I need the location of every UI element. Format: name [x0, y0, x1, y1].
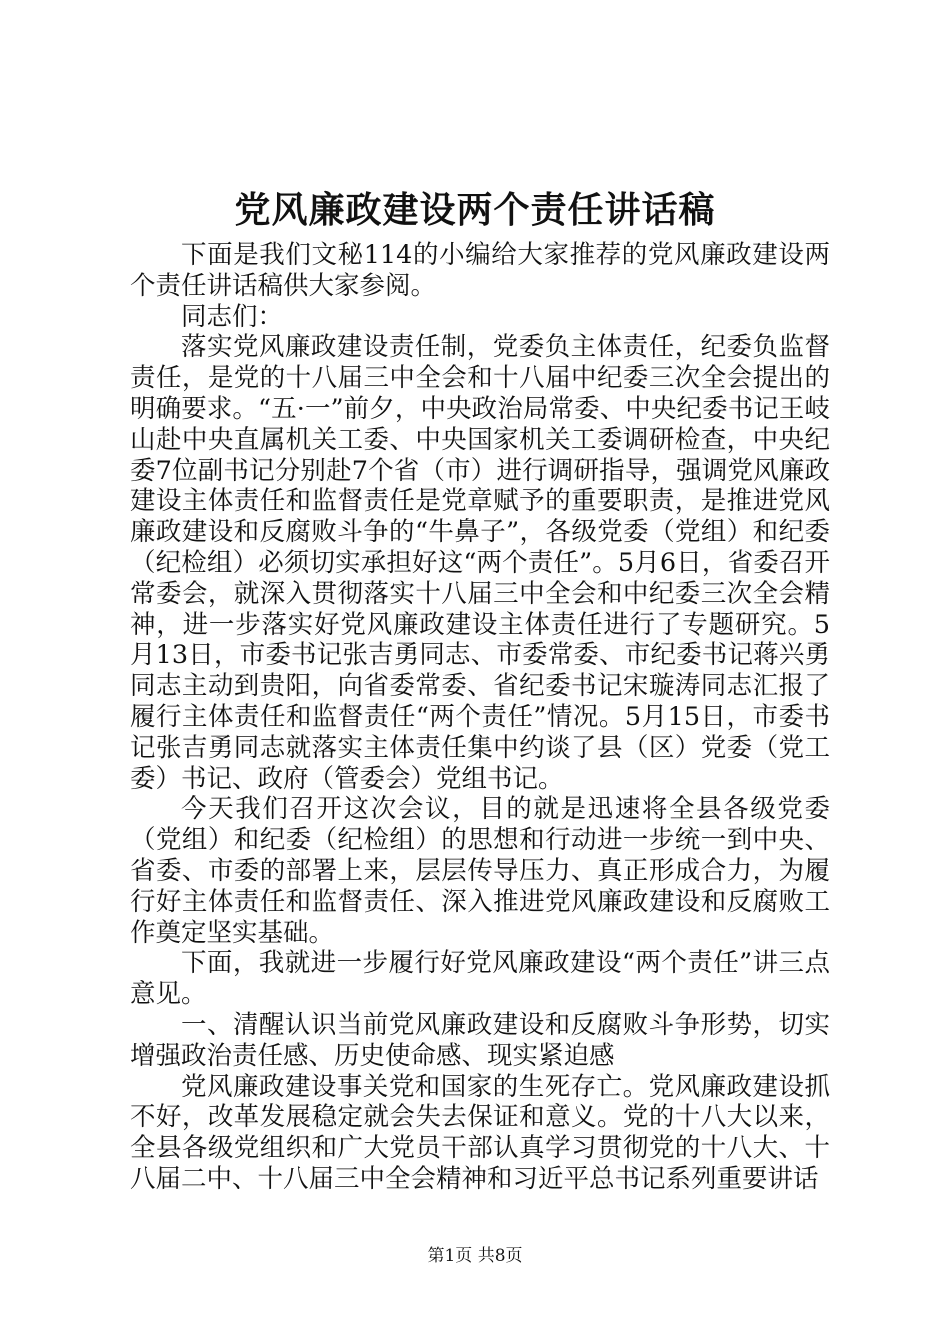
paragraph-purpose: 今天我们召开这次会议，目的就是迅速将全县各级党委（党组）和纪委（纪检组）的思想和行动进一步统一到中央、省委、市委的部署上来，层层传导压力、真正形成合力，为履行好主体责任和监督责任、深入推进党风廉政建设和反腐败工作奠定坚实基础。	[130, 794, 830, 948]
paragraph-outline: 下面，我就进一步履行好党风廉政建设“两个责任”讲三点意见。	[130, 948, 830, 1010]
paragraph-intro: 下面是我们文秘114的小编给大家推荐的党风廉政建设两个责任讲话稿供大家参阅。	[130, 240, 830, 301]
page-number-footer: 第1页 共8页	[427, 1246, 523, 1266]
document-body	[130, 240, 830, 1195]
paragraph-background: 落实党风廉政建设责任制，党委负主体责任，纪委负监督责任，是党的十八届三中全会和十八届中纪委三次全会提出的明确要求。“五·一”前夕，中央政治局常委、中央纪委书记王岐山赴中央直属机关工委、中央国家机关工委调研检查，中央纪委7位副书记分别赴7个省（市）进行调研指导，强调党风廉政建设主体责任和监督责任是党章赋予的重要职责，是推进党风廉政建设和反腐败斗争的“牛鼻子”，各级党委（党组）和纪委（纪检组）必须切实承担好这“两个责任”。5月6日，省委召开常委会，就深入贯彻落实十八届三中全会和中纪委三次全会精神，进一步落实好党风廉政建设主体责任进行了专题研究。5月13日，市委书记张吉勇同志、市委常委、市纪委书记蒋兴勇同志主动到贵阳，向省委常委、省纪委书记宋璇涛同志汇报了履行主体责任和监督责任“两个责任”情况。5月15日，市委书记张吉勇同志就落实主体责任集中约谈了县（区）党委（党工委）书记、政府（管委会）党组书记。	[130, 332, 830, 794]
section-heading-1: 一、清醒认识当前党风廉政建设和反腐败斗争形势，切实增强政治责任感、历史使命感、现实紧迫感	[130, 1009, 830, 1071]
paragraph-salutation: 同志们：	[181, 301, 284, 332]
document-title: 党风廉政建设两个责任讲话稿	[234, 189, 716, 231]
paragraph-section-1: 党风廉政建设事关党和国家的生死存亡。党风廉政建设抓不好，改革发展稳定就会失去保证和意义。党的十八大以来，全县各级党组织和广大党员干部认真学习贯彻党的十八大、十八届二中、十八届三中全会精神和习近平总书记系列重要讲话	[130, 1071, 830, 1194]
